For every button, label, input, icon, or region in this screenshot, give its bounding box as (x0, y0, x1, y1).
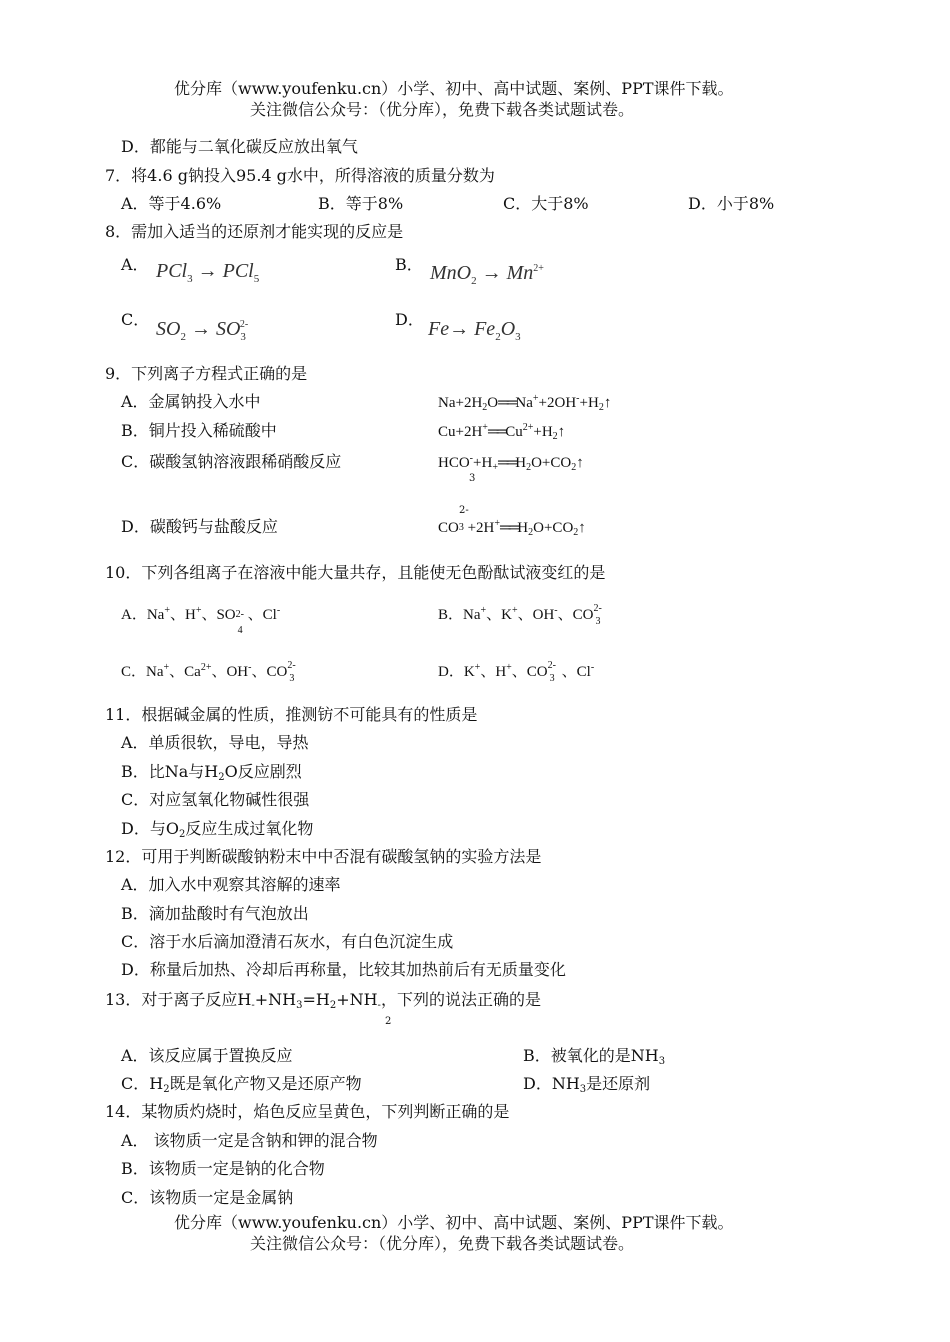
q14-option-a: A． 该物质一定是含钠和钾的混合物 (121, 1131, 378, 1150)
q10-stem: 10．下列各组离子在溶液中能大量共存，且能使无色酚酞试液变红的是 (105, 563, 606, 582)
q8-formula-b: $MnO_2 \to Mn^{2+}$ (430, 262, 544, 287)
q8-label-d: D． (395, 310, 424, 329)
q9-equation-b: $Cu+2H^+══Cu^{2+}+H_2↑$ (438, 422, 566, 442)
q9-c-subscript: 3 (469, 473, 476, 484)
q12-stem: 12．可用于判断碳酸钠粉末中中否混有碳酸氢钠的实验方法是 (105, 847, 542, 866)
q7-option-c: C．大于8% (503, 194, 589, 213)
q8-label-c: C． (121, 310, 150, 329)
q11-option-a: A．单质很软，导电，导热 (121, 733, 309, 752)
q11-option-b: B．比Na与$H_2O$反应剧烈 (121, 762, 302, 783)
q12-option-b: B．滴加盐酸时有气泡放出 (121, 904, 309, 923)
q12-option-d: D．称量后加热、冷却后再称量，比较其加热前后有无质量变化 (121, 960, 566, 979)
q13-stem: 13．对于离子反应$H_-+NH_3=H_2+NH_-$，下列的说法正确的是 (105, 990, 541, 1011)
header-line-1: 优分库（www.youfenku.cn）小学、初中、高中试题、案例、PPT课件下载。 (174, 79, 734, 98)
q10-option-d: D．K+、H+、CO 2- 3 、Cl- (438, 660, 595, 684)
q7-stem: 7．将4.6 g钠投入95.4 g水中，所得溶液的质量分数为 (105, 166, 495, 185)
q13-option-c: C．$H_2$既是氧化产物又是还原产物 (121, 1074, 362, 1095)
q12-option-a: A．加入水中观察其溶解的速率 (121, 875, 341, 894)
q9-option-d: D．碳酸钙与盐酸反应 (121, 517, 278, 536)
q9-equation-a: $Na+2H_2O══Na^++2OH^-+H_2↑$ (438, 393, 612, 413)
q11-stem: 11．根据碱金属的性质，推测钫不可能具有的性质是 (105, 705, 478, 724)
q14-option-c: C．该物质一定是金属钠 (121, 1188, 294, 1207)
q7-option-d: D．小于8% (688, 194, 775, 213)
q13-option-d: D．$NH_3$是还原剂 (523, 1074, 651, 1095)
q10-option-c: C．Na+、$Ca^{2+}$、OH-、CO 2- 3 (121, 660, 296, 684)
q12-option-c: C．溶于水后滴加澄清石灰水，有白色沉淀生成 (121, 932, 454, 951)
q11-option-d: D．与$O_2$反应生成过氧化物 (121, 819, 314, 840)
q9-option-a: A．金属钠投入水中 (121, 392, 261, 411)
q10-option-b: B．Na+、K+、OH-、CO 2- 3 (438, 603, 602, 627)
q11-option-c: C．对应氢氧化物碱性很强 (121, 790, 310, 809)
q14-option-b: B．该物质一定是钠的化合物 (121, 1159, 325, 1178)
q9-option-b: B．铜片投入稀硫酸中 (121, 421, 277, 440)
q14-stem: 14．某物质灼烧时，焰色反应呈黄色，下列判断正确的是 (105, 1102, 510, 1121)
q9-equation-c: $HCO^-+H_+══H_2O+CO_2↑$ (438, 453, 584, 473)
q13-subscript: 2 (385, 1016, 392, 1027)
q8-formula-d: $Fe\to Fe_2O_3$ (428, 318, 521, 343)
q8-stem: 8．需加入适当的还原剂才能实现的反应是 (105, 222, 404, 241)
q9-option-c: C．碳酸氢钠溶液跟稀硝酸反应 (121, 452, 342, 471)
q8-formula-a: PCl$_3$ → PCl$_5$ (156, 260, 260, 285)
q9-stem: 9．下列离子方程式正确的是 (105, 364, 308, 383)
q9-d-superscript: 2- (459, 505, 469, 516)
q8-label-a: A． (121, 255, 149, 274)
q9-equation-d: $CO3 +2H^+══H_2O+CO_2↑$ (438, 518, 586, 538)
q7-option-a: A．等于4.6% (121, 194, 222, 213)
q13-option-a: A．该反应属于置换反应 (121, 1046, 293, 1065)
q7-option-b: B．等于8% (318, 194, 404, 213)
footer-line-1: 优分库（www.youfenku.cn）小学、初中、高中试题、案例、PPT课件下载。 (174, 1213, 734, 1232)
q8-label-b: B． (395, 255, 423, 274)
header-line-2: 关注微信公众号：（优分库），免费下载各类试题试卷。 (250, 100, 635, 119)
q8-formula-c: $SO_2 \to SO_3^{2-}$ (156, 318, 249, 343)
q13-option-b: B．被氧化的是$NH_3$ (523, 1046, 666, 1067)
q6-option-d: D．都能与二氧化碳反应放出氧气 (121, 137, 358, 156)
footer-line-2: 关注微信公众号：（优分库），免费下载各类试题试卷。 (250, 1234, 635, 1253)
q10-option-a: A．Na+、H+、SO 2- 4 、Cl- (121, 605, 281, 636)
